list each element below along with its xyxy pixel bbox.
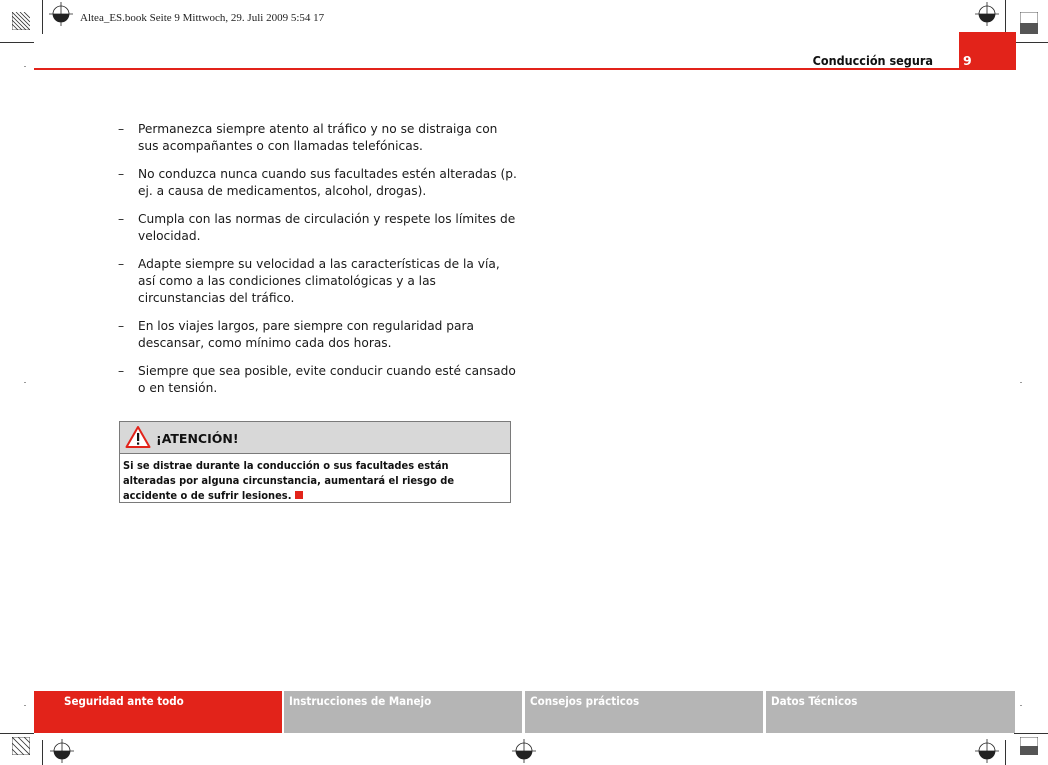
crop-mark [1014, 733, 1048, 734]
footer-tab-label: Seguridad ante todo [64, 694, 184, 708]
bullet-dash: – [118, 122, 125, 136]
warning-box [119, 421, 511, 503]
print-slug: Altea_ES.book Seite 9 Mittwoch, 29. Juli 2009 5:54 17 [80, 12, 325, 24]
bullet-dash: – [118, 212, 125, 226]
tick-mark [24, 705, 26, 706]
crop-mark [1005, 0, 1006, 34]
footer-tab-label: Instrucciones de Manejo [289, 694, 432, 708]
list-item-text: Adapte siempre su velocidad a las características de la vía, así como a las condiciones climatológicas y a las circunstancias del tráfico. [138, 257, 500, 305]
list-item [118, 256, 518, 307]
crop-mark [0, 733, 34, 734]
footer-tab-label: Datos Técnicos [771, 694, 858, 708]
footer-tab-instrucciones[interactable] [284, 691, 522, 733]
bullet-dash: – [118, 257, 125, 271]
section-end-mark [295, 491, 303, 499]
registration-target-icon [975, 739, 999, 763]
color-bar-icon [1020, 12, 1038, 34]
crop-mark [42, 740, 43, 765]
registration-target-icon [512, 739, 536, 763]
list-item [118, 211, 518, 245]
crop-mark [42, 0, 43, 34]
registration-corner-icon [12, 737, 30, 755]
registration-target-icon [50, 739, 74, 763]
registration-target-icon [49, 2, 73, 26]
list-item-text: Permanezca siempre atento al tráfico y no se distraiga con sus acompañantes o con llamadas telefónicas. [138, 122, 498, 153]
list-item-text: Siempre que sea posible, evite conducir cuando esté cansado o en tensión. [138, 364, 516, 395]
list-item-text: No conduzca nunca cuando sus facultades estén alteradas (p. ej. a causa de medicamentos, alcohol, drogas). [138, 167, 517, 198]
registration-target-icon [975, 2, 999, 26]
crop-mark [1014, 42, 1048, 43]
crop-mark [0, 42, 34, 43]
safety-tips-list [118, 121, 518, 408]
list-item [118, 121, 518, 155]
tick-mark [1020, 382, 1022, 383]
header-rule [34, 68, 959, 70]
registration-corner-icon [12, 12, 30, 30]
footer-tab-consejos[interactable] [525, 691, 763, 733]
warning-title: ¡ATENCIÓN! [156, 431, 239, 446]
footer-tab-seguridad[interactable] [34, 691, 282, 733]
bullet-dash: – [118, 319, 125, 333]
bullet-dash: – [118, 167, 125, 181]
crop-mark [1005, 740, 1006, 765]
bullet-dash: – [118, 364, 125, 378]
warning-body [120, 454, 510, 503]
warning-header [120, 422, 510, 454]
page-number: 9 [963, 53, 972, 68]
tick-mark [1020, 705, 1022, 706]
section-title: Conducción segura [812, 53, 933, 68]
warning-triangle-icon [125, 425, 151, 449]
warning-text: Si se distrae durante la conducción o sus facultades están alteradas por alguna circunstancia, aumentará el riesgo de accidente o de sufrir lesiones. [123, 459, 455, 502]
color-bar-icon [1020, 737, 1038, 755]
tick-mark [24, 66, 26, 67]
list-item-text: En los viajes largos, pare siempre con regularidad para descansar, como mínimo cada dos horas. [138, 319, 474, 350]
list-item [118, 166, 518, 200]
list-item-text: Cumpla con las normas de circulación y respete los límites de velocidad. [138, 212, 516, 243]
list-item [118, 363, 518, 397]
tick-mark [24, 382, 26, 383]
footer-tab-label: Consejos prácticos [530, 694, 640, 708]
list-item [118, 318, 518, 352]
footer-tab-datos[interactable] [766, 691, 1015, 733]
